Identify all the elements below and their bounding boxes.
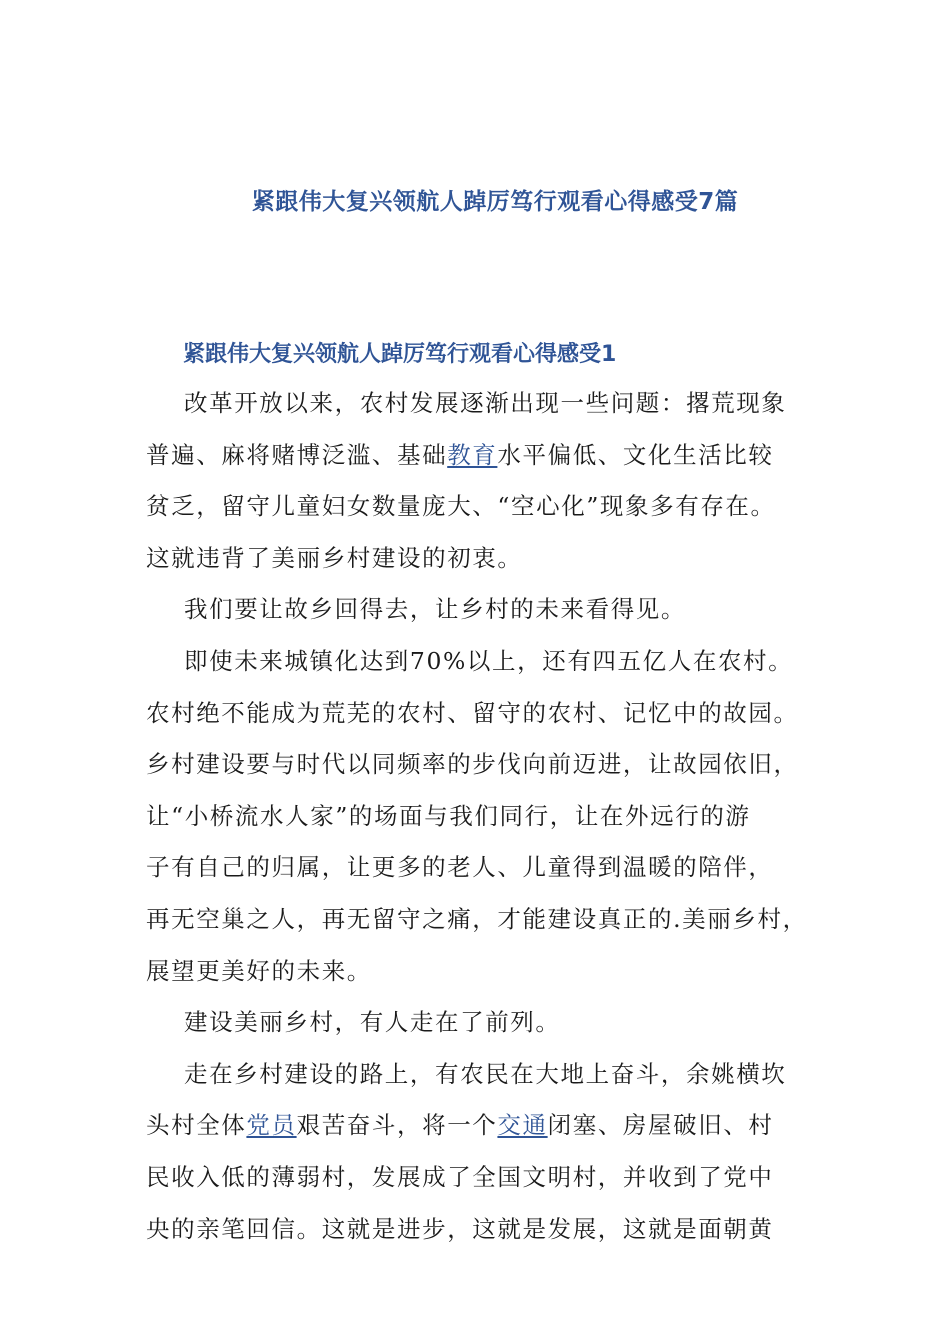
text-line <box>146 1049 826 1101</box>
text-run: 展望更美好的未来。 <box>146 956 372 985</box>
text-run: 农村绝不能成为荒芜的农村、留守的农村、记忆中的故园。 <box>146 698 799 727</box>
text-run: 闭塞、房屋破旧、村 <box>547 1111 774 1140</box>
text-run: 再无空巢之人，再无留守之痛，才能建设真正的.美丽乡村， <box>146 904 808 933</box>
text-run: 民收入低的薄弱村，发展成了全国文明村，并收到了党中 <box>146 1162 774 1191</box>
text-run: 艰苦奋斗，将一个 <box>296 1111 498 1140</box>
text-run: 头村全体 <box>146 1111 247 1140</box>
inline-link[interactable]: 党员 <box>246 1111 297 1140</box>
text-line <box>146 842 826 894</box>
text-line <box>146 430 826 482</box>
inline-link[interactable]: 教育 <box>447 440 498 469</box>
text-line <box>146 1152 826 1204</box>
text-line <box>146 481 826 533</box>
text-run: 让“小桥流水人家”的场面与我们同行，让在外远行的游 <box>146 801 751 830</box>
document-title: 紧跟伟大复兴领航人踔厉笃行观看心得感受7篇 <box>251 189 739 215</box>
section-heading: 紧跟伟大复兴领航人踔厉笃行观看心得感受1 <box>183 342 617 367</box>
text-run: 这就违背了美丽乡村建设的初衷。 <box>146 543 523 572</box>
text-line <box>146 688 826 740</box>
text-line <box>146 1204 826 1256</box>
text-line <box>146 584 826 636</box>
text-line <box>146 946 826 998</box>
body-text <box>146 378 826 1255</box>
text-run: 走在乡村建设的路上，有农民在大地上奋斗，余姚横坎 <box>184 1059 787 1088</box>
text-line <box>146 636 826 688</box>
text-run: 即使未来城镇化达到70%以上，还有四五亿人在农村。 <box>184 646 794 675</box>
text-run: 改革开放以来，农村发展逐渐出现一些问题：撂荒现象 <box>184 389 787 417</box>
text-run: 建设美丽乡村，有人走在了前列。 <box>184 1008 561 1037</box>
text-run: 我们要让故乡回得去，让乡村的未来看得见。 <box>184 595 686 624</box>
text-run: 水平偏低、文化生活比较 <box>497 440 774 469</box>
text-line <box>146 1100 826 1152</box>
text-run: 普遍、麻将赌博泛滥、基础 <box>146 440 448 469</box>
text-run: 央的亲笔回信。这就是进步，这就是发展，这就是面朝黄 <box>146 1214 774 1243</box>
text-line <box>146 378 826 430</box>
text-line <box>146 533 826 585</box>
text-line <box>146 997 826 1049</box>
text-run: 乡村建设要与时代以同频率的步伐向前迈进，让故园依旧， <box>146 750 799 779</box>
text-line <box>146 894 826 946</box>
text-line <box>146 791 826 843</box>
text-run: 贫乏，留守儿童妇女数量庞大、“空心化”现象多有存在。 <box>146 492 776 521</box>
text-run: 子有自己的归属，让更多的老人、儿童得到温暖的陪伴， <box>146 853 774 882</box>
text-line <box>146 739 826 791</box>
inline-link[interactable]: 交通 <box>497 1111 548 1140</box>
